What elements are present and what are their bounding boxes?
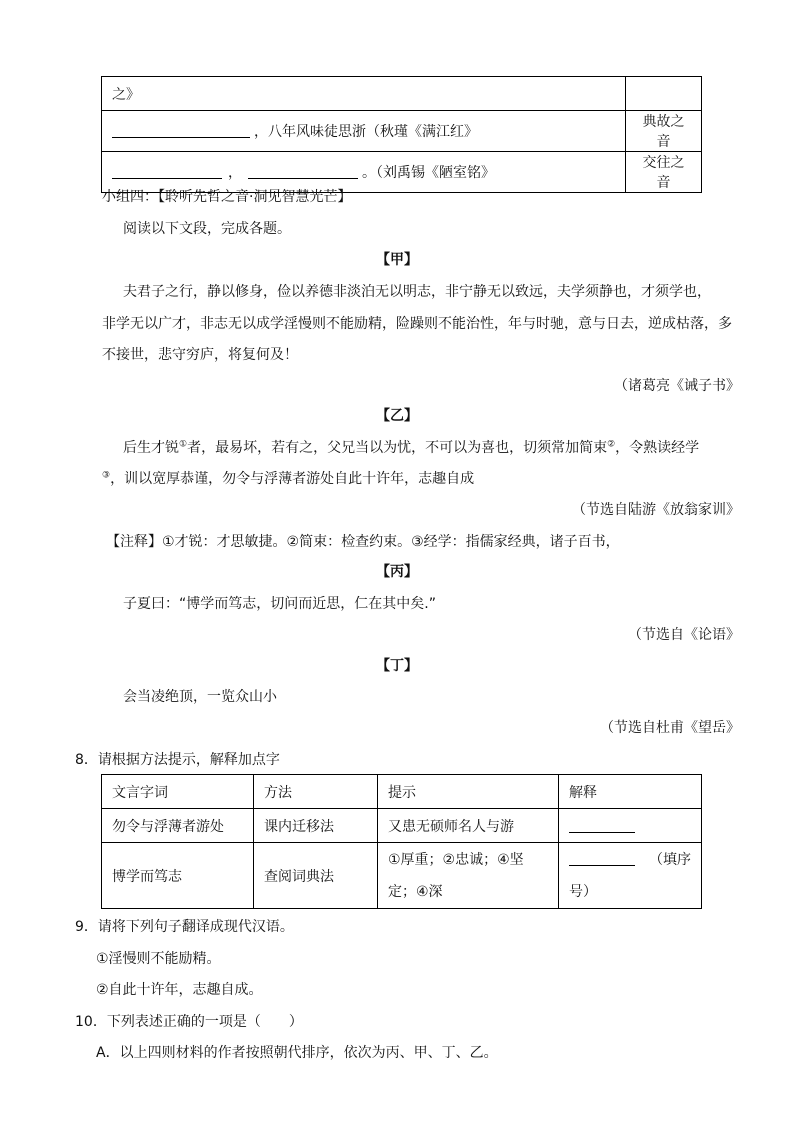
annotation: 【注释】①才锐：才思敏捷。②简束：检查约束。③经学：指儒家经典，诸子百书， (106, 534, 620, 550)
passage-ding-title: 【丁】 (376, 658, 418, 674)
table-cell (559, 843, 702, 909)
question-9: 9．请将下列句子翻译成现代汉语。 (75, 919, 294, 935)
text: 后生才锐 (123, 440, 179, 456)
answer-blank[interactable] (569, 816, 635, 833)
passage-jia-line: 夫君子之行，静以修身，俭以养德非淡泊无以明志，非宁静无以致远，夫学须静也，才须学也， (123, 284, 711, 300)
passage-bing-source: （节选自《论语》 (628, 627, 740, 643)
row-type: 交往之音 (626, 152, 702, 193)
table-cell: 勿令与浮薄者游处 (102, 809, 254, 843)
text: ，训以宽厚恭谨，勿令与浮薄者游处自此十许年，志趣自成 (110, 471, 475, 487)
passage-bing-title: 【丙】 (376, 564, 418, 580)
fill-line: 号） (569, 883, 597, 900)
row-text: 。（刘禹锡《陋室铭》 (362, 165, 495, 181)
question-9-item: ①淫慢则不能励精。 (96, 951, 221, 967)
note-marker: ② (607, 439, 616, 450)
answer-blank[interactable] (112, 121, 250, 138)
note-marker: ① (179, 439, 188, 450)
passage-yi-title: 【乙】 (376, 408, 418, 424)
table-cell (378, 843, 559, 909)
table-cell (559, 809, 702, 843)
question-10-option-a: A．以上四则材料的作者按照朝代排序，依次为丙、甲、丁、乙。 (96, 1045, 498, 1061)
row-mid: ， (228, 165, 242, 181)
table-row (102, 111, 626, 152)
passage-yi-line (123, 437, 699, 457)
group-heading: 小组四：【聆听先哲之音·洞见智慧光芒】 (102, 189, 352, 205)
passage-yi-line (102, 468, 474, 488)
text: 者，最易坏，若有之，父兄当以为忧，不可以为喜也，切须常加简束 (187, 440, 608, 456)
question-9-item: ②自此十许年，志趣自成。 (96, 982, 263, 998)
table-row (102, 77, 626, 111)
passage-jia-title: 【甲】 (376, 252, 418, 268)
table-header: 解释 (559, 775, 702, 809)
question-10: 10．下列表述正确的一项是（ ） (75, 1014, 303, 1030)
row-text: ，八年风味徒思浙（秋瑾《满江红》 (254, 124, 478, 140)
table-cell: 查阅词典法 (254, 843, 378, 909)
fill-hint: （填序 (649, 851, 691, 868)
row-text: 之》 (112, 86, 140, 103)
table-header: 方法 (254, 775, 378, 809)
fill-line (569, 844, 691, 876)
row-type (626, 77, 702, 111)
passage-jia-source: （诸葛亮《诫子书》 (614, 378, 740, 394)
table-header: 提示 (378, 775, 559, 809)
note-marker: ③ (102, 470, 111, 481)
question-8-table (101, 774, 702, 909)
answer-blank[interactable] (569, 849, 635, 866)
hint-line: 定；④深 (388, 883, 443, 900)
answer-blank[interactable] (112, 162, 222, 179)
table-cell: 博学而笃志 (102, 843, 254, 909)
answer-blank[interactable] (248, 162, 358, 179)
table-header: 文言字词 (102, 775, 254, 809)
table-cell: 课内迁移法 (254, 809, 378, 843)
passage-jia-line: 非学无以广才，非志无以成学淫慢则不能励精，险躁则不能治性，年与时驰，意与日去，逆成枯落，多 (102, 316, 732, 332)
row-type: 典故之音 (626, 111, 702, 152)
passage-ding-line: 会当凌绝顶，一览众山小 (123, 689, 277, 705)
text: ，令熟读经学 (615, 440, 700, 456)
passage-jia-line: 不接世，悲守穷庐，将复何及！ (102, 347, 298, 363)
passage-bing-line: 子夏曰：“博学而笃志，切问而近思，仁在其中矣.” (123, 596, 436, 612)
hint-line: ①厚重；②忠诚；④坚 (388, 851, 524, 868)
table-cell: 又患无硕师名人与游 (378, 809, 559, 843)
passage-yi-source: （节选自陆游《放翁家训》 (572, 502, 740, 518)
poem-fill-table (101, 76, 702, 193)
question-8: 8．请根据方法提示，解释加点字 (75, 752, 280, 768)
instruction: 阅读以下文段，完成各题。 (123, 221, 291, 237)
passage-ding-source: （节选自杜甫《望岳》 (600, 720, 740, 736)
